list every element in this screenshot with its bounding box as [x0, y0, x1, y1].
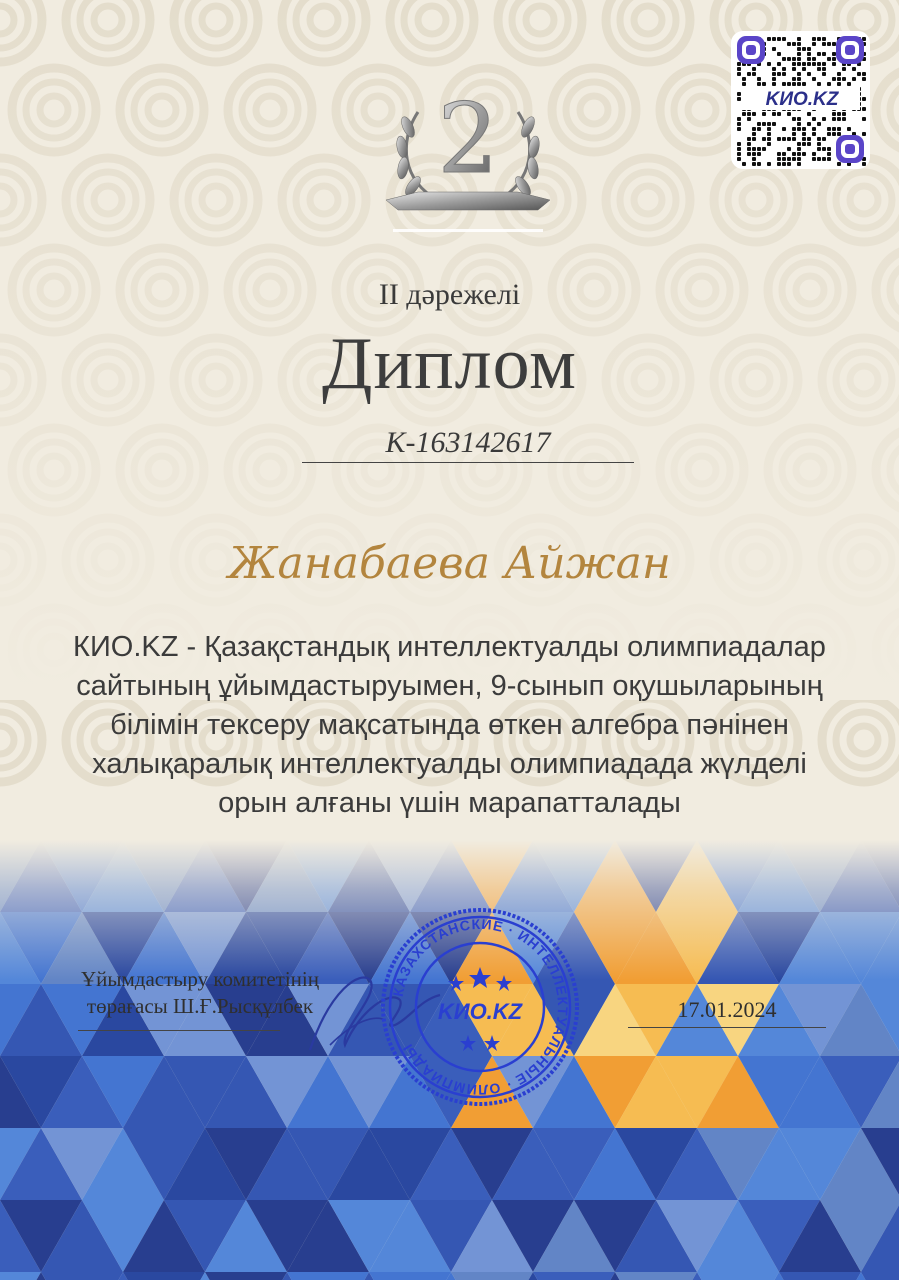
chair-name: төрағасы Ш.Ғ.Рысқұлбек: [86, 994, 314, 1018]
stamp-center-text: KИО.KZ: [437, 999, 523, 1024]
award-description: [40, 628, 859, 823]
award-date: 17.01.2024: [628, 997, 826, 1028]
chair-title: Ұйымдастыру комитетінің: [81, 967, 319, 991]
diploma-number: К-163142617: [302, 426, 634, 463]
signature-line: [78, 1030, 280, 1031]
place-number: 2: [437, 83, 499, 195]
stamp-ring-text: КАЗАХСТАНСКИЕ · ИНТЕЛЛЕКТУАЛЬНЫЕ · ОЛИМПИАДЫ: [389, 915, 572, 1099]
recipient-name: Жанабаева Айжан: [228, 538, 671, 589]
laurel-wreath-icon: [378, 72, 558, 242]
organization-stamp: [380, 905, 580, 1110]
award-line: орын алғаны үшін марапатталады: [218, 787, 681, 819]
award-line: КИО.KZ - Қазақстандық интеллектуалды олимпиадалар: [73, 631, 826, 663]
award-line: білімін тексеру мақсатында өткен алгебра пәнінен: [110, 709, 789, 741]
qr-code[interactable]: [731, 31, 870, 169]
diploma-title: Диплом: [321, 323, 578, 405]
qr-logo-text: KИО.KZ: [765, 89, 839, 110]
diploma-degree: II дәрежелі: [378, 278, 521, 311]
award-line: сайтының ұйымдастыруымен, 9-сынып оқушыларының: [76, 670, 823, 702]
award-line: халықаралық интеллектуалды олимпиадада жүлделі: [92, 748, 807, 780]
qr-code-icon: [731, 31, 870, 169]
